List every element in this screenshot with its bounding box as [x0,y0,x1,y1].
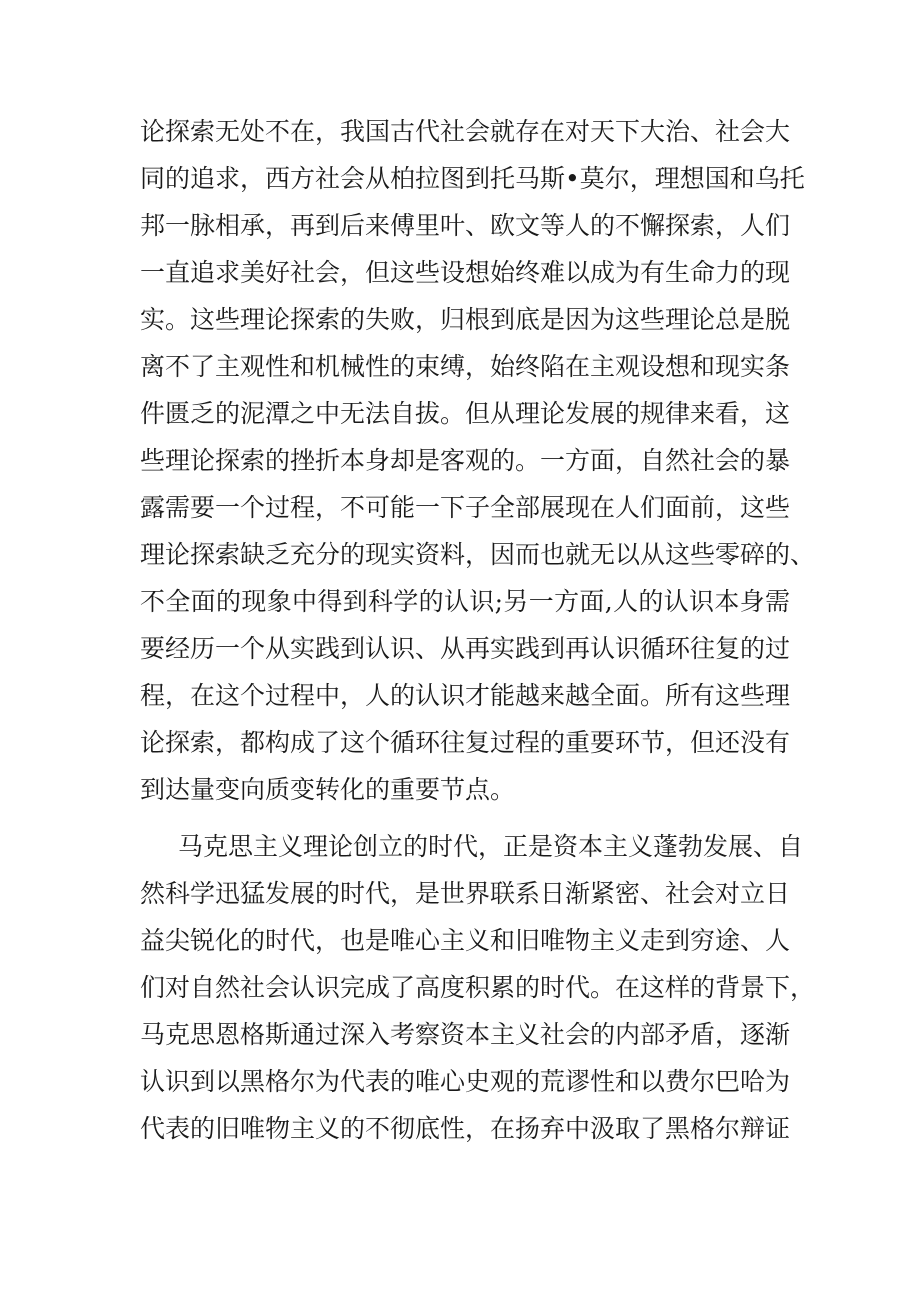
text-line: 些理论探索的挫折本身却是客观的。一方面，自然社会的暴 [140,446,791,475]
text-line: 理论探索缺乏充分的现实资料，因而也就无以从这些零碎的、 [140,540,816,569]
text-line: 认识到以黑格尔为代表的唯心史观的荒谬性和以费尔巴哈为 [140,1067,791,1096]
text-line: 马克思恩格斯通过深入考察资本主义社会的内部矛盾，逐渐 [140,1020,791,1049]
text-line: 到达量变向质变转化的重要节点。 [140,775,516,804]
text-line: 代表的旧唯物主义的不彻底性，在扬弃中汲取了黑格尔辩证 [140,1114,791,1143]
text-line: 实。这些理论探索的失败，归根到底是因为这些理论总是脱 [140,305,791,334]
text-line: 们对自然社会认识完成了高度积累的时代。在这样的背景下， [140,973,816,1002]
text-line: 程，在这个过程中，人的认识才能越来越全面。所有这些理 [140,681,791,710]
text-line: 马克思主义理论创立的时代，正是资本主义蓬勃发展、自 [178,832,804,861]
text-line: 论探索，都构成了这个循环往复过程的重要环节，但还没有 [140,728,791,757]
text-line: 同的追求，西方社会从柏拉图到托马斯•莫尔，理想国和乌托 [140,164,805,193]
text-line: 不全面的现象中得到科学的认识;另一方面,人的认识本身需 [140,587,790,616]
text-line: 益尖锐化的时代，也是唯心主义和旧唯物主义走到穷途、人 [140,926,791,955]
text-line: 一直追求美好社会，但这些设想始终难以成为有生命力的现 [140,258,791,287]
text-line: 露需要一个过程，不可能一下子全部展现在人们面前，这些 [140,493,791,522]
text-line: 论探索无处不在，我国古代社会就存在对天下大治、社会大 [140,117,791,146]
text-line: 要经历一个从实践到认识、从再实践到再认识循环往复的过 [140,634,791,663]
text-line: 邦一脉相承，再到后来傅里叶、欧文等人的不懈探索，人们 [140,211,791,240]
text-line: 件匮乏的泥潭之中无法自拔。但从理论发展的规律来看，这 [140,399,791,428]
text-line: 然科学迅猛发展的时代，是世界联系日渐紧密、社会对立日 [140,879,791,908]
text-line: 离不了主观性和机械性的束缚，始终陷在主观设想和现实条 [140,352,791,381]
